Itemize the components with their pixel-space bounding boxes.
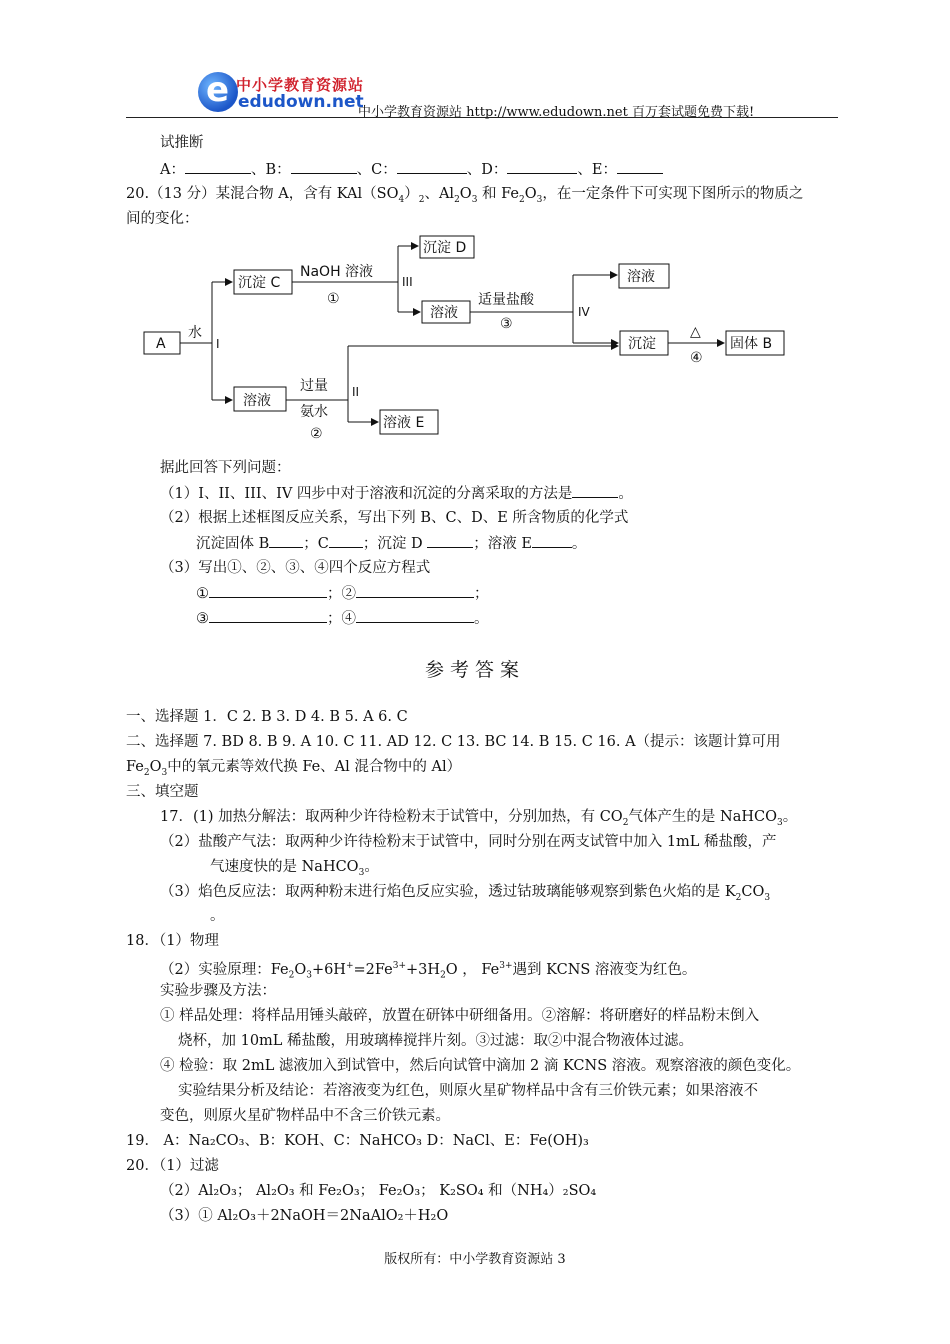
label-precip-c: 沉淀 C: [238, 275, 281, 291]
answer-18-step4: ④ 检验：取 2mL 滤液加入到试管中，然后向试管中滴加 2 滴 KCNS 溶液。观察溶液的颜色变化。: [160, 1058, 801, 1074]
answer-18-steps: 实验步骤及方法：: [160, 983, 276, 999]
answer-18-result-line2: 变色，则原火星矿物样品中不含三价铁元素。: [160, 1108, 450, 1124]
page-footer: 版权所有：中小学教育资源站 3: [384, 1252, 566, 1267]
label-solution-e: 溶液 E: [383, 415, 425, 431]
answer-17-2-line1: （2）盐酸产气法：取两种少许待检粉末于试管中，同时分别在两支试管中加入 1mL 稀盐酸，产: [160, 834, 777, 850]
q20-sub3: （3）写出①、②、③、④四个反应方程式: [160, 560, 431, 576]
q19-blanks: A： 、B： 、C： 、D： 、E：: [160, 159, 663, 180]
logo-top-text: 中小学教育资源站: [236, 76, 365, 94]
header-divider: [126, 117, 838, 118]
label-solution-top-right: 溶液: [627, 269, 655, 285]
label-solution-low: 溶液: [243, 393, 271, 409]
label-step-i: I: [216, 337, 220, 351]
label-solid-b: 固体 B: [730, 336, 773, 352]
q20-eq-row1: ① ；② ；: [196, 583, 489, 604]
q20-sub2-blanks: 沉淀固体 B ；C ；沉淀 D ；溶液 E 。: [196, 533, 586, 554]
answer-17-2-line2: 气速度快的是 NaHCO$_3$。: [210, 859, 379, 878]
q20-sub1: （1）I、II、III、IV 四步中对于溶液和沉淀的分离采取的方法是 。: [160, 483, 633, 504]
answer-18-2: （2）实验原理：$Fe_2O_3+6H^+=2Fe^{3+}+3H_2O$ ， $Fe^{3+}$遇到 KCNS 溶液变为红色。: [160, 961, 697, 981]
q20-stem-line1: 20.（13 分）某混合物 A，含有 $KAl(SO_4)_2$、$Al_2O_3$ 和 $Fe_2O_3$，在一定条件下可实现下图所示的物质之: [126, 186, 804, 205]
answer-19: 19． A：Na₂CO₃、B：KOH、C：NaHCO₃ D：NaCl、E：Fe(OH)₃: [126, 1133, 589, 1149]
label-step-3: ③: [500, 316, 513, 332]
answer-17-3-line1: （3）焰色反应法：取两种粉末进行焰色反应实验，透过钴玻璃能够观察到紫色火焰的是 $K_2CO_3$: [160, 884, 771, 903]
label-excess: 过量: [300, 378, 328, 394]
answer-section-3: 三、填空题: [126, 784, 199, 800]
q20-eq-row2: ③ ；④ 。: [196, 608, 489, 629]
label-step-1: ①: [327, 291, 340, 307]
label-precip-d: 沉淀 D: [423, 240, 467, 256]
label-delta: △: [690, 324, 701, 340]
label-a: A: [156, 336, 166, 352]
answer-section-2-line1: 二、选择题 7. BD 8. B 9. A 10. C 11. AD 12. C 13. BC 14. B 15. C 16. A（提示：该题计算可用: [126, 734, 781, 750]
answer-17-3-line2: 。: [210, 908, 225, 924]
q20-stem-line2: 间的变化：: [126, 211, 199, 227]
answer-section-2-line2: $Fe_2O_3$中的氧元素等效代换 Fe、Al 混合物中的 Al）: [126, 759, 462, 778]
label-step-iii: III: [402, 275, 413, 289]
label-solution-mid: 溶液: [430, 305, 458, 321]
label-ammonia: 氨水: [300, 404, 328, 420]
q20-prompt: 据此回答下列问题：: [160, 460, 291, 476]
label-precip-right: 沉淀: [628, 336, 656, 352]
answer-20-3: （3）① Al₂O₃＋2NaOH＝2NaAlO₂＋H₂O: [160, 1208, 449, 1224]
label-step-iv: IV: [578, 305, 590, 319]
answer-18-result-line1: 实验结果分析及结论：若溶液变为红色，则原火星矿物样品中含有三价铁元素；如果溶液不: [178, 1083, 758, 1099]
answer-18-step1-line2: 烧杯，加 10mL 稀盐酸，用玻璃棒搅拌片刻。③过滤：取②中混合物液体过滤。: [178, 1033, 694, 1049]
header-text: 中小学教育资源站 http://www.edudown.net 百万套试题免费下载!: [358, 105, 755, 120]
answer-20-1: 20．（1）过滤: [126, 1158, 219, 1174]
answer-20-2: （2）Al₂O₃； Al₂O₃ 和 Fe₂O₃； Fe₂O₃； K₂SO₄ 和（NH₄）₂SO₄: [160, 1183, 597, 1199]
label-naoh: NaOH 溶液: [300, 264, 374, 280]
answers-title: 参考答案: [424, 659, 525, 681]
q19-intro: 试推断: [160, 135, 204, 151]
answer-18-step1-line1: ① 样品处理：将样品用锤头敲碎，放置在研钵中研细备用。②溶解：将研磨好的样品粉末倒入: [160, 1008, 760, 1024]
label-water: 水: [188, 325, 202, 341]
q20-sub2: （2）根据上述框图反应关系，写出下列 B、C、D、E 所含物质的化学式: [160, 510, 629, 526]
answer-section-1: 一、选择题 1．C 2. B 3. D 4. B 5. A 6. C: [126, 709, 408, 725]
label-hcl: 适量盐酸: [478, 292, 534, 308]
answer-18-1: 18．（1）物理: [126, 933, 219, 949]
label-step-4: ④: [690, 350, 703, 366]
reaction-flow-diagram: [130, 230, 810, 445]
label-step-ii: II: [352, 385, 360, 399]
label-step-2: ②: [310, 426, 323, 442]
logo-bottom-text: edudown.net: [238, 92, 364, 112]
site-logo-icon: e: [198, 72, 238, 112]
answer-17-1: 17．(1) 加热分解法：取两种少许待检粉末于试管中，分别加热，有 $CO_2$气体产生的是 NaHCO$_3$。: [160, 809, 798, 828]
